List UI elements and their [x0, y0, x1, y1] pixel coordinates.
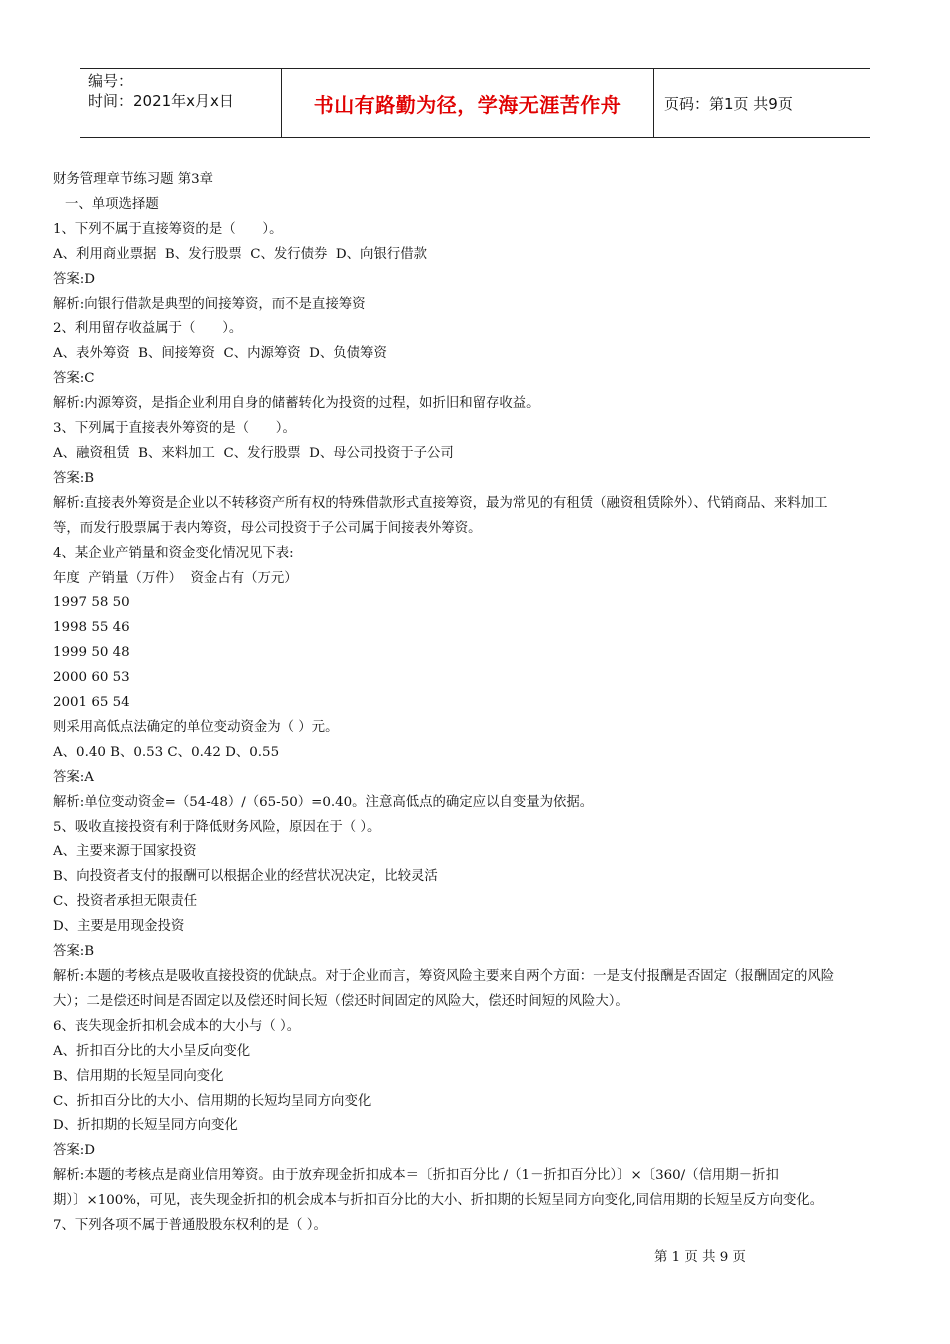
question-option: B、向投资者支付的报酬可以根据企业的经营状况决定，比较灵活 [53, 869, 438, 885]
question-options: A、融资租赁 B、来料加工 C、发行股票 D、母公司投资于子公司 [53, 445, 454, 461]
question-text: 5、吸收直接投资有利于降低财务风险，原因在于（ ）。 [53, 819, 381, 835]
explanation-text: 解析:单位变动资金=（54-48）/（65-50）=0.40。注意高低点的确定应以自变量为依据。 [53, 794, 594, 810]
header-left-cell [80, 69, 282, 137]
question-option: A、折扣百分比的大小呈反向变化 [53, 1043, 251, 1059]
explanation-text: 等，而发行股票属于表内筹资，母公司投资于子公司属于间接表外筹资。 [53, 520, 482, 536]
data-table-header: 年度 产销量（万件） 资金占有（万元） [53, 570, 298, 586]
question-text: 6、丧失现金折扣机会成本的大小与（ ）。 [53, 1018, 301, 1034]
question-options: A、0.40 B、0.53 C、0.42 D、0.55 [53, 744, 280, 760]
section-heading: 一、单项选择题 [65, 196, 159, 212]
question-text: 2、利用留存收益属于（ ）。 [53, 321, 243, 337]
question-text: 则采用高低点法确定的单位变动资金为（ ）元。 [53, 719, 339, 735]
page-number-label: 页码：第1页 共9页 [664, 94, 793, 113]
question-text: 4、某企业产销量和资金变化情况见下表: [53, 545, 294, 561]
question-text: 1、下列不属于直接筹资的是（ ）。 [53, 221, 283, 237]
question-option: D、主要是用现金投资 [53, 919, 185, 935]
document-title: 财务管理章节练习题 第3章 [53, 172, 214, 187]
question-options: A、表外筹资 B、间接筹资 C、内源筹资 D、负债筹资 [53, 346, 387, 362]
answer-text: 答案:B [53, 470, 95, 486]
data-table-row: 2001 65 54 [53, 695, 130, 711]
explanation-text: 解析:本题的考核点是吸收直接投资的优缺点。对于企业而言，筹资风险主要来自两个方面：一是支付报酬是否固定（报酬固定的风险 [53, 969, 835, 984]
explanation-text: 解析:向银行借款是典型的间接筹资，而不是直接筹资 [53, 296, 366, 312]
explanation-text: 期）〕×100%，可见，丧失现金折扣的机会成本与折扣百分比的大小、折扣期的长短呈同方向变化,同信用期的长短呈反方向变化。 [53, 1193, 824, 1209]
explanation-text: 解析:直接表外筹资是企业以不转移资产所有权的特殊借款形式直接筹资，最为常见的有租赁（融资租赁除外）、代销商品、来料加工 [53, 495, 828, 511]
answer-text: 答案:C [53, 371, 95, 387]
question-text: 7、下列各项不属于普通股股东权利的是（ ）。 [53, 1218, 327, 1234]
question-option: C、折扣百分比的大小、信用期的长短均呈同方向变化 [53, 1093, 372, 1109]
answer-text: 答案:A [53, 769, 94, 785]
motto: 书山有路勤为径，学海无涯苦作舟 [282, 69, 654, 137]
header-table [80, 68, 870, 138]
document-date-label: 时间：2021年x月x日 [88, 92, 234, 110]
data-table-row: 1997 58 50 [53, 595, 130, 611]
page-footer: 第 1 页 共 9 页 [654, 1250, 746, 1265]
answer-text: 答案:B [53, 944, 95, 960]
question-options: A、利用商业票据 B、发行股票 C、发行债券 D、向银行借款 [53, 246, 428, 262]
data-table-row: 1999 50 48 [53, 645, 130, 661]
question-option: A、主要来源于国家投资 [53, 844, 197, 860]
answer-text: 答案:D [53, 1143, 96, 1159]
explanation-text: 解析:内源筹资，是指企业利用自身的储蓄转化为投资的过程，如折旧和留存收益。 [53, 396, 540, 412]
question-option: D、折扣期的长短呈同方向变化 [53, 1118, 238, 1134]
data-table-row: 2000 60 53 [53, 670, 130, 686]
question-option: C、投资者承担无限责任 [53, 894, 198, 910]
explanation-text: 大）；二是偿还时间是否固定以及偿还时间长短（偿还时间固定的风险大，偿还时间短的风险大）。 [53, 993, 629, 1009]
document-body [53, 168, 903, 1239]
document-number-label: 编号： [88, 72, 134, 90]
question-text: 3、下列属于直接表外筹资的是（ ）。 [53, 421, 296, 437]
answer-text: 答案:D [53, 271, 96, 287]
data-table-row: 1998 55 46 [53, 620, 130, 636]
explanation-text: 解析:本题的考核点是商业信用筹资。由于放弃现金折扣成本＝〔折扣百分比 /（1－折扣百分比）〕×〔360/（信用期－折扣 [53, 1168, 779, 1184]
question-option: B、信用期的长短呈同向变化 [53, 1068, 224, 1084]
